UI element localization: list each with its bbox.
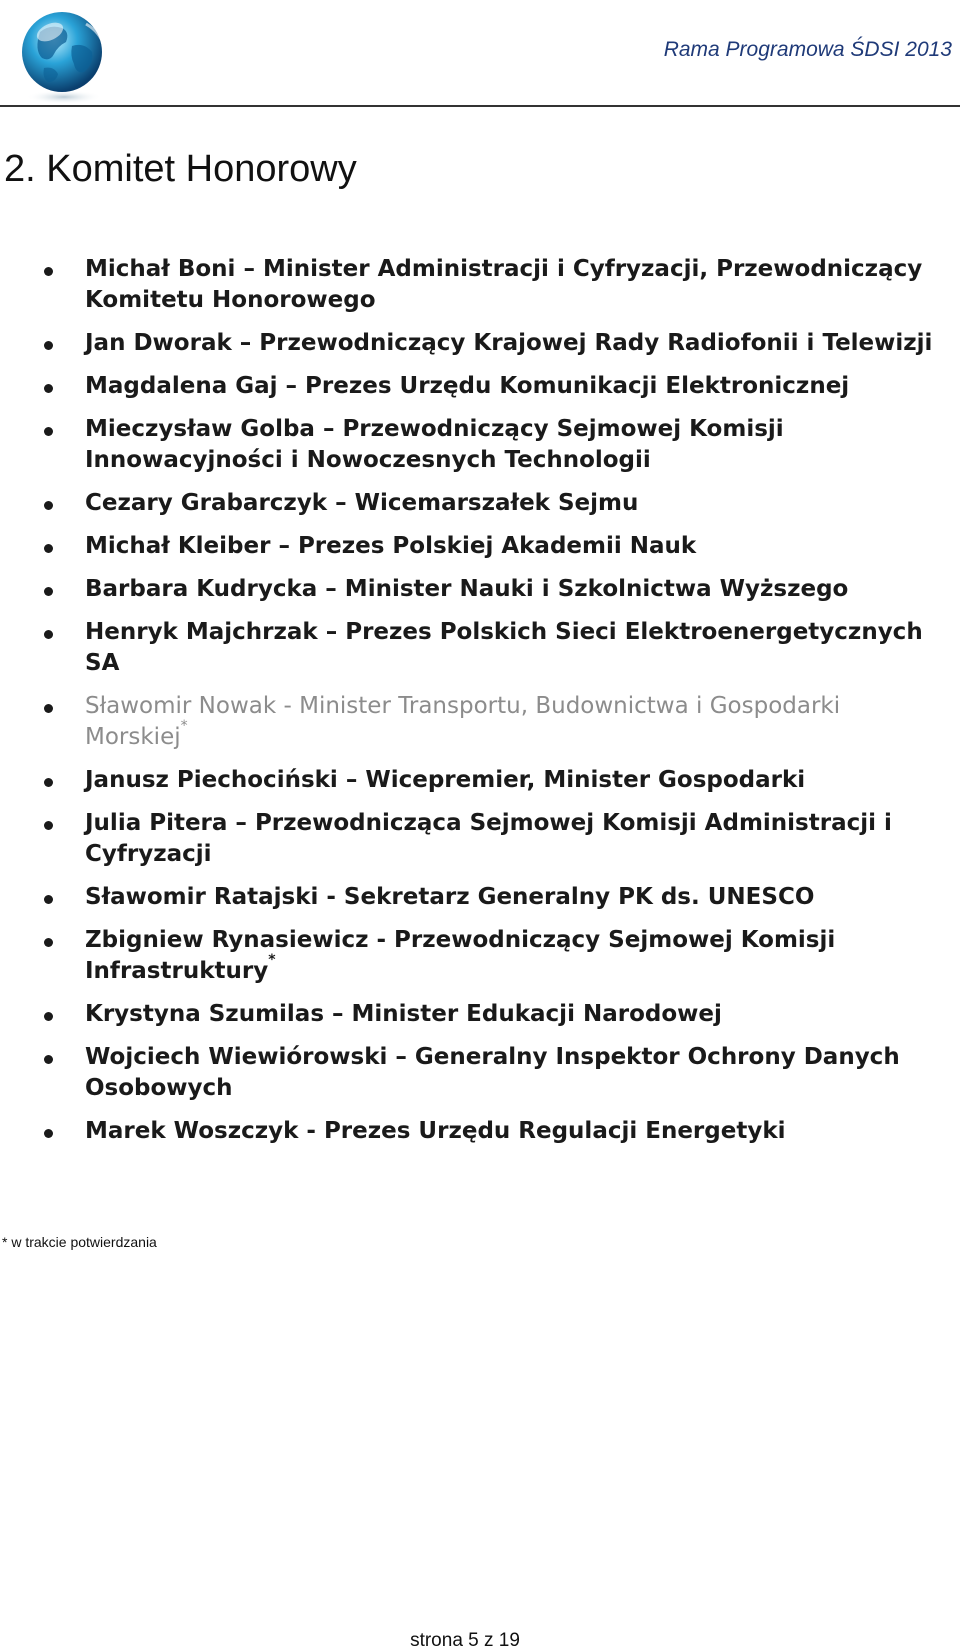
bullet-icon [44, 341, 53, 350]
header-title: Rama Programowa ŚDSI 2013 [663, 38, 952, 61]
list-item [0, 999, 940, 1030]
list-item [0, 765, 940, 796]
bullet-icon [44, 1129, 53, 1138]
footnote-marker: * [180, 718, 188, 734]
member-list [0, 254, 940, 1159]
list-item [0, 808, 940, 870]
list-item [0, 925, 940, 987]
bullet-icon [44, 1055, 53, 1064]
bullet-icon [44, 630, 53, 639]
globe-icon [10, 2, 118, 106]
list-item [0, 691, 940, 753]
page-number: strona 5 z 19 [410, 1630, 520, 1651]
header-divider [0, 105, 960, 107]
page-title: 2. Komitet Honorowy [4, 148, 357, 190]
bullet-icon [44, 587, 53, 596]
member-text: Janusz Piechociński – Wicepremier, Minister Gospodarki [85, 767, 806, 793]
bullet-icon [44, 544, 53, 553]
member-text: Krystyna Szumilas – Minister Edukacji Narodowej [85, 1001, 722, 1027]
list-item [0, 882, 940, 913]
list-item [0, 1042, 940, 1104]
member-text: Mieczysław Golba – Przewodniczący Sejmowej Komisji Innowacyjności i Nowoczesnych Technologii [85, 416, 784, 473]
member-text: Magdalena Gaj – Prezes Urzędu Komunikacji Elektronicznej [85, 373, 850, 399]
list-item [0, 488, 940, 519]
list-item [0, 574, 940, 605]
member-text: Barbara Kudrycka – Minister Nauki i Szkolnictwa Wyższego [85, 576, 849, 602]
list-item [0, 1116, 940, 1147]
bullet-icon [44, 778, 53, 787]
member-text: Zbigniew Rynasiewicz - Przewodniczący Sejmowej Komisji Infrastruktury [85, 927, 836, 984]
list-item [0, 254, 940, 316]
bullet-icon [44, 267, 53, 276]
member-text: Cezary Grabarczyk – Wicemarszałek Sejmu [85, 490, 639, 516]
bullet-icon [44, 938, 53, 947]
list-item [0, 617, 940, 679]
bullet-icon [44, 384, 53, 393]
list-item [0, 414, 940, 476]
page-header [0, 0, 960, 108]
bullet-icon [44, 501, 53, 510]
member-text: Sławomir Nowak - Minister Transportu, Budownictwa i Gospodarki Morskiej [85, 693, 841, 750]
member-text: Julia Pitera – Przewodnicząca Sejmowej Komisji Administracji i Cyfryzacji [85, 810, 892, 867]
footnote-marker: * [268, 952, 276, 968]
bullet-icon [44, 821, 53, 830]
member-text: Michał Boni – Minister Administracji i Cyfryzacji, Przewodniczący Komitetu Honorowego [85, 256, 923, 313]
member-text: Wojciech Wiewiórowski – Generalny Inspektor Ochrony Danych Osobowych [85, 1044, 900, 1101]
list-item [0, 328, 940, 359]
member-text: Henryk Majchrzak – Prezes Polskich Sieci Elektroenergetycznych SA [85, 619, 923, 676]
member-text: Marek Woszczyk - Prezes Urzędu Regulacji Energetyki [85, 1118, 786, 1144]
footnote: * w trakcie potwierdzania [2, 1234, 157, 1250]
bullet-icon [44, 1012, 53, 1021]
member-text: Jan Dworak – Przewodniczący Krajowej Rady Radiofonii i Telewizji [85, 330, 933, 356]
list-item [0, 371, 940, 402]
member-text: Michał Kleiber – Prezes Polskiej Akademii Nauk [85, 533, 697, 559]
member-text: Sławomir Ratajski - Sekretarz Generalny PK ds. UNESCO [85, 884, 815, 910]
bullet-icon [44, 895, 53, 904]
bullet-icon [44, 427, 53, 436]
list-item [0, 531, 940, 562]
bullet-icon [44, 704, 53, 713]
